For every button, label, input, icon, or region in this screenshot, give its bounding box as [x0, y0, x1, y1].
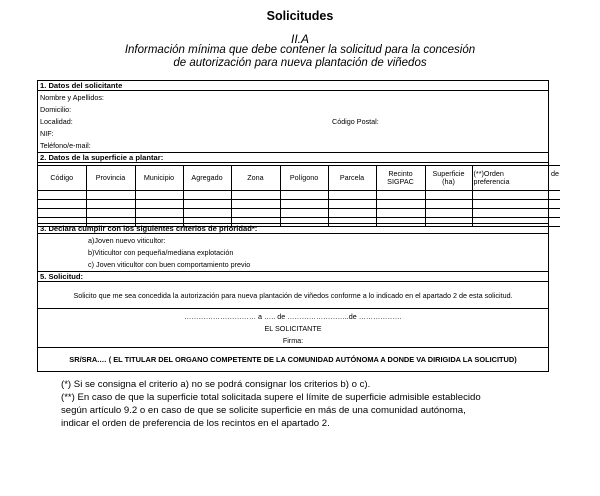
footnote-2: (**) En caso de que la superficie total solicitada supere el límite de superficie admisible establecido	[61, 392, 481, 403]
footnotes	[61, 378, 581, 430]
signature-label[interactable]: Firma:	[282, 336, 304, 345]
signer-label: EL SOLICITANTE	[264, 324, 322, 333]
table-row[interactable]	[38, 200, 560, 209]
application-form	[37, 80, 559, 372]
table-row[interactable]	[38, 191, 560, 200]
field-nif[interactable]: NIF:	[40, 129, 54, 138]
col-municipio: Municipio	[135, 166, 183, 191]
request-text: Solicito que me sea concedida la autorización para nueva plantación de viñedos conforme a lo indicado en el apartado 2 de esta solicitud.	[38, 287, 548, 309]
col-agregado: Agregado	[183, 166, 231, 191]
field-domicilio[interactable]: Domicilio:	[40, 105, 72, 114]
page-title: Solicitudes	[266, 9, 334, 23]
footnote-2-cont-1: según artículo 9.2 o en caso de que se solicite superficie en más de una comunidad autónoma,	[61, 405, 466, 416]
col-zona: Zona	[231, 166, 280, 191]
col-parcela: Parcela	[328, 166, 376, 191]
section-3-header: 3. Declara cumplir con los siguientes criterios de prioridad*:	[38, 223, 548, 234]
col-orden-left: (**)Orden	[473, 169, 504, 178]
col-poligono: Polígono	[280, 166, 328, 191]
parcel-table	[38, 165, 560, 227]
criterion-b[interactable]: b)Viticultor con pequeña/mediana explotación	[88, 248, 234, 257]
col-orden	[472, 166, 560, 191]
addressee-line: SR/SRA.… ( EL TITULAR DEL ORGANO COMPETENTE DE LA COMUNIDAD AUTÓNOMA A DONDE VA DIRIGIDA LA SOLICITUD)	[38, 347, 548, 372]
footnote-2-cont-2: indicar el orden de preferencia de los recintos en el apartado 2.	[61, 418, 330, 429]
field-codigo-postal[interactable]: Código Postal:	[332, 117, 379, 126]
criterion-a[interactable]: a)Joven nuevo viticultor:	[88, 236, 166, 245]
col-superficie: Superficie (ha)	[425, 166, 472, 191]
col-recinto: Recinto SIGPAC	[376, 166, 425, 191]
field-nombre[interactable]: Nombre y Apellidos:	[40, 93, 104, 102]
col-codigo: Código	[38, 166, 86, 191]
section-1-header: 1. Datos del solicitante	[38, 80, 548, 91]
table-row[interactable]	[38, 209, 560, 218]
field-localidad: Localidad:	[40, 117, 73, 126]
field-localidad-row[interactable]	[38, 116, 548, 127]
date-line[interactable]: ………………………… a ….. de ……………………..de ………………	[184, 312, 402, 321]
annex-number: II.A	[290, 32, 309, 46]
intro-text	[0, 44, 600, 70]
field-telefono[interactable]: Teléfono/e-mail:	[40, 141, 91, 150]
section-2-header: 2. Datos de la superficie a plantar:	[38, 152, 548, 163]
footnote-1: (*) Si se consigna el criterio a) no se podrá consignar los criterios b) o c).	[61, 379, 371, 390]
table-header-row	[38, 166, 560, 191]
intro-line-1: Información mínima que debe contener la solicitud para la concesión	[124, 44, 476, 56]
section-5-header: 5. Solicitud:	[38, 271, 548, 282]
col-provincia: Provincia	[86, 166, 135, 191]
col-orden-bottom: preferencia	[473, 177, 510, 186]
col-orden-right: de	[551, 169, 559, 178]
intro-line-2: de autorización para nueva plantación de viñedos	[173, 57, 427, 69]
criterion-c[interactable]: c) Joven viticultor con buen comportamiento previo	[88, 260, 251, 269]
